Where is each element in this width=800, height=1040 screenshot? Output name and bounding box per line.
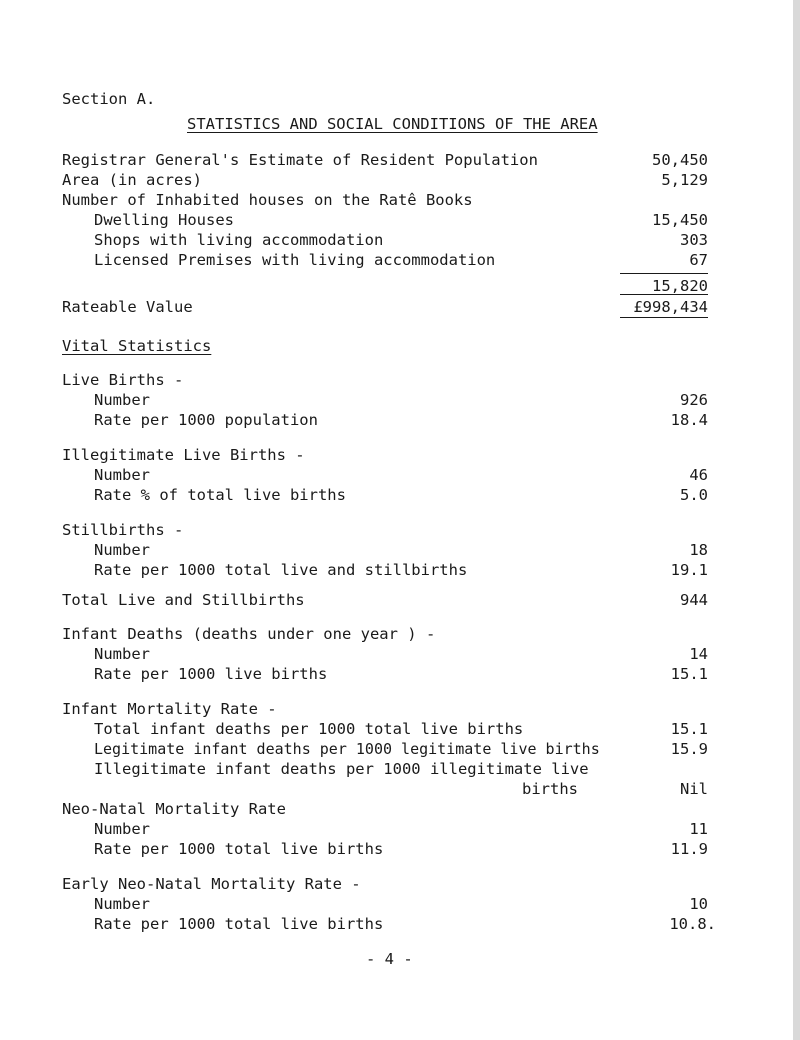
shops-value: 303	[680, 231, 708, 249]
page-edge	[793, 0, 800, 1040]
area-label: Area (in acres)	[62, 171, 202, 189]
infant-deaths-number-label: Number	[94, 645, 150, 663]
early-neonatal-number-label: Number	[94, 895, 150, 913]
infant-deaths-rate: 15.1	[670, 665, 708, 683]
licensed-value: 67	[689, 251, 708, 269]
live-births-number: 926	[680, 391, 708, 409]
stillbirths-rate: 19.1	[670, 561, 708, 579]
early-neonatal-heading: Early Neo-Natal Mortality Rate -	[62, 875, 361, 893]
licensed-label: Licensed Premises with living accommodation	[94, 251, 496, 269]
page-number: - 4 -	[366, 950, 413, 968]
shops-label: Shops with living accommodation	[94, 231, 384, 249]
early-neonatal-rate-label: Rate per 1000 total live births	[94, 915, 384, 933]
imr-illegitimate-label-cont: births	[522, 780, 578, 798]
section-label: Section A.	[62, 90, 156, 108]
infant-deaths-rate-label: Rate per 1000 live births	[94, 665, 328, 683]
dwellings-label: Dwelling Houses	[94, 211, 234, 229]
live-births-number-label: Number	[94, 391, 150, 409]
illegitimate-rate-label: Rate % of total live births	[94, 486, 346, 504]
infant-mortality-heading: Infant Mortality Rate -	[62, 700, 277, 718]
illegitimate-number: 46	[689, 466, 708, 484]
area-value: 5,129	[661, 171, 708, 189]
stillbirths-heading: Stillbirths -	[62, 521, 184, 539]
neonatal-number-label: Number	[94, 820, 150, 838]
total-rule-top	[620, 294, 708, 295]
infant-deaths-heading: Infant Deaths (deaths under one year ) -	[62, 625, 436, 643]
imr-legitimate-label: Legitimate infant deaths per 1000 legitimate live births	[94, 740, 600, 758]
vital-statistics-heading: Vital Statistics	[62, 337, 212, 355]
houses-total: 15,820	[652, 277, 708, 295]
neonatal-rate-label: Rate per 1000 total live births	[94, 840, 384, 858]
stillbirths-number: 18	[689, 541, 708, 559]
illegitimate-heading: Illegitimate Live Births -	[62, 446, 305, 464]
rateable-value: £998,434	[633, 298, 708, 316]
infant-deaths-number: 14	[689, 645, 708, 663]
neonatal-number: 11	[689, 820, 708, 838]
early-neonatal-rate: 10.8.	[669, 915, 716, 933]
imr-illegitimate-value: Nil	[680, 780, 708, 798]
imr-total-value: 15.1	[670, 720, 708, 738]
illegitimate-number-label: Number	[94, 466, 150, 484]
live-births-heading: Live Births -	[62, 371, 184, 389]
imr-legitimate-value: 15.9	[670, 740, 708, 758]
total-births-value: 944	[680, 591, 708, 609]
total-rule-bottom	[620, 317, 708, 318]
live-births-rate: 18.4	[670, 411, 708, 429]
page-title: STATISTICS AND SOCIAL CONDITIONS OF THE AREA	[187, 115, 598, 133]
total-births-label: Total Live and Stillbirths	[62, 591, 305, 609]
neonatal-rate: 11.9	[670, 840, 708, 858]
stillbirths-number-label: Number	[94, 541, 150, 559]
imr-total-label: Total infant deaths per 1000 total live births	[94, 720, 524, 738]
population-label: Registrar General's Estimate of Resident Population	[62, 151, 538, 169]
live-births-rate-label: Rate per 1000 population	[94, 411, 318, 429]
neonatal-heading: Neo-Natal Mortality Rate	[62, 800, 286, 818]
rateable-label: Rateable Value	[62, 298, 193, 316]
imr-illegitimate-label: Illegitimate infant deaths per 1000 illegitimate live	[94, 760, 589, 778]
population-value: 50,450	[652, 151, 708, 169]
houses-label: Number of Inhabited houses on the Ratê Books	[62, 191, 473, 209]
subtotal-rule	[620, 273, 708, 274]
stillbirths-rate-label: Rate per 1000 total live and stillbirths	[94, 561, 468, 579]
dwellings-value: 15,450	[652, 211, 708, 229]
illegitimate-rate: 5.0	[680, 486, 708, 504]
early-neonatal-number: 10	[689, 895, 708, 913]
